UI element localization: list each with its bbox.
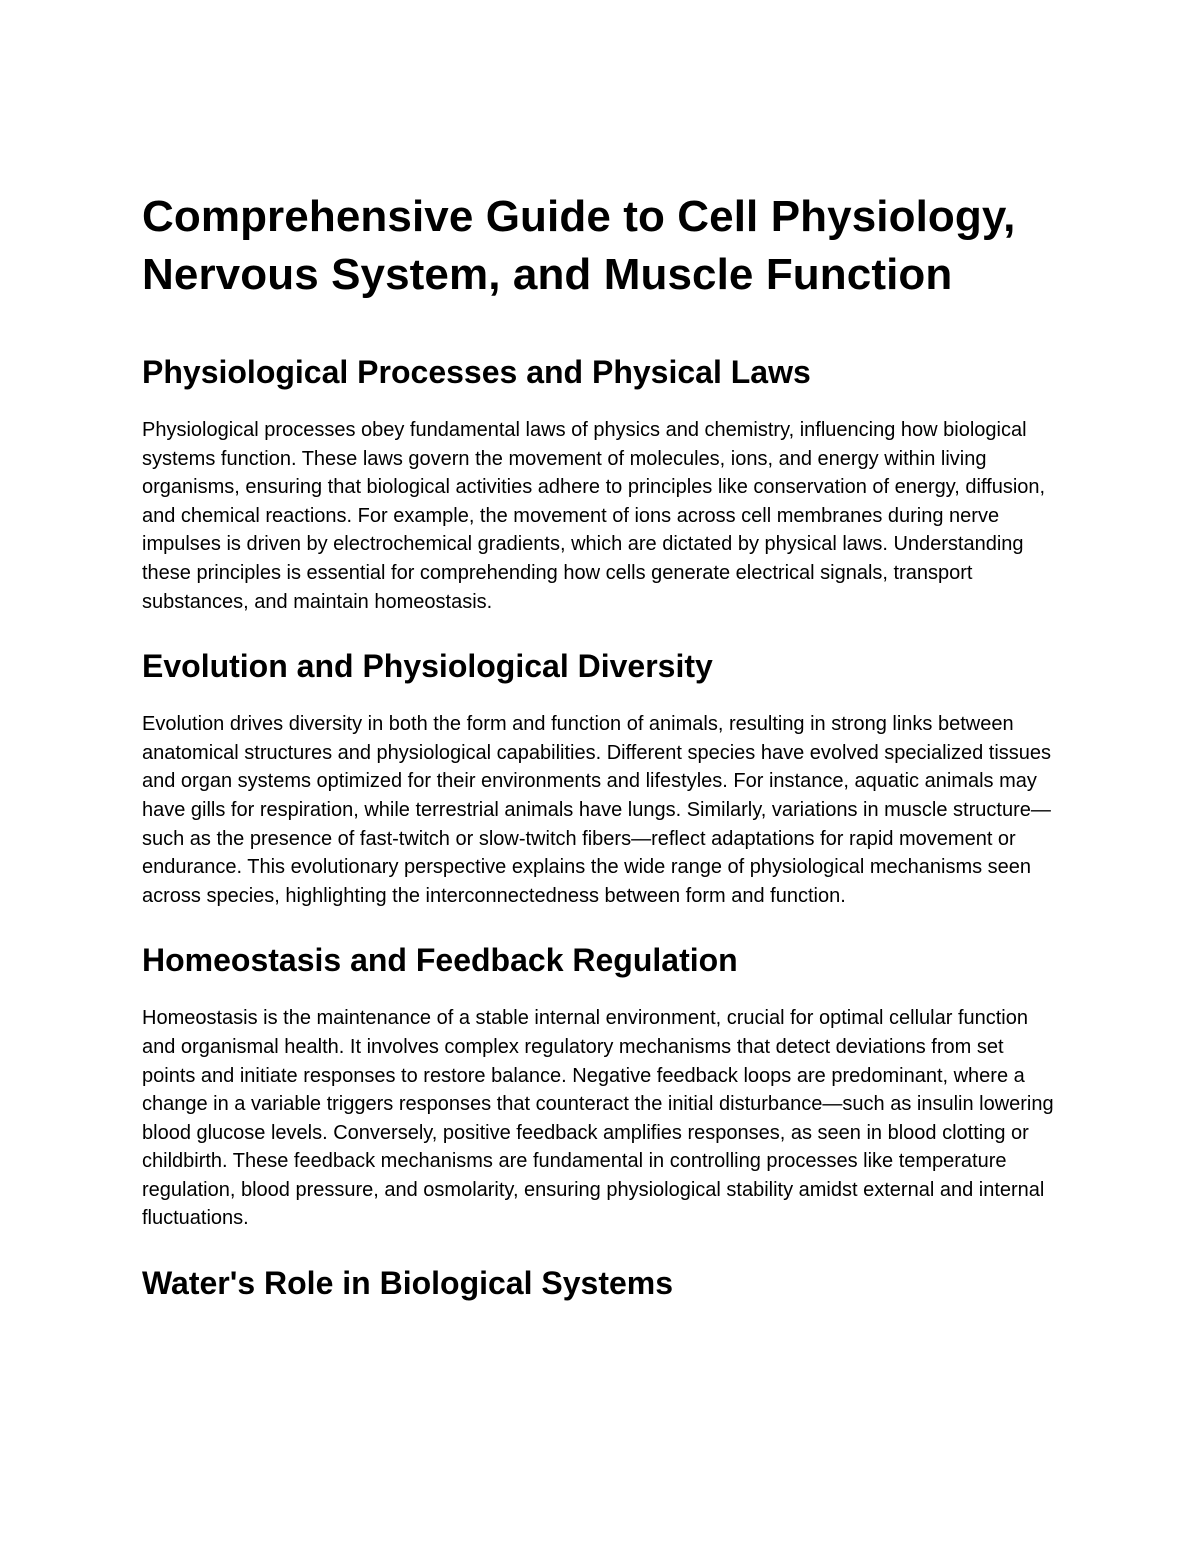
section-heading-evolution: Evolution and Physiological Diversity bbox=[142, 648, 713, 685]
section-heading-physical-laws: Physiological Processes and Physical Laws bbox=[142, 354, 811, 390]
section-body-physical-laws: Physiological processes obey fundamental laws of physics and chemistry, influencing how biological systems function. These laws govern the movement of molecules, ions, and energy within living organisms, ensuring that biological activities adhere to principles like conservation of energy, diffusion, and chemical reactions. For example, the movement of ions across cell membranes during nerve impulses is driven by electrochemical gradients, which are dictated by physical laws. Understanding these principles is essential for comprehending how cells generate electrical signals, transport substances, and maintain homeostasis. bbox=[142, 419, 1046, 613]
section-body-homeostasis: Homeostasis is the maintenance of a stable internal environment, crucial for optimal cellular function and organismal health. It involves complex regulatory mechanisms that detect deviations from set points and initiate responses to restore balance. Negative feedback loops are predominant, where a change in a variable triggers responses that counteract the initial disturbance—such as insulin lowering blood glucose levels. Conversely, positive feedback amplifies responses, as seen in blood clotting or childbirth. These feedback mechanisms are fundamental in controlling processes like temperature regulation, blood pressure, and osmolarity, ensuring physiological stability amidst external and internal fluctuations. bbox=[142, 1007, 1054, 1230]
section-heading-homeostasis: Homeostasis and Feedback Regulation bbox=[142, 942, 738, 979]
section-body-evolution: Evolution drives diversity in both the form and function of animals, resulting in strong links between anatomical structures and physiological capabilities. Different species have evolved specialized tissues and organ systems optimized for their environments and lifestyles. For instance, aquatic animals may have gills for respiration, while terrestrial animals have lungs. Similarly, variations in muscle structure—such as the presence of fast-twitch or slow-twitch fibers—reflect adaptations for rapid movement or endurance. This evolutionary perspective explains the wide range of physiological mechanisms seen across species, highlighting the interconnectedness between form and function. bbox=[142, 713, 1052, 907]
section-heading-water: Water's Role in Biological Systems bbox=[142, 1265, 674, 1302]
document-title: Comprehensive Guide to Cell Physiology, Nervous System, and Muscle Function bbox=[142, 192, 1016, 299]
document-page bbox=[142, 188, 1062, 1303]
